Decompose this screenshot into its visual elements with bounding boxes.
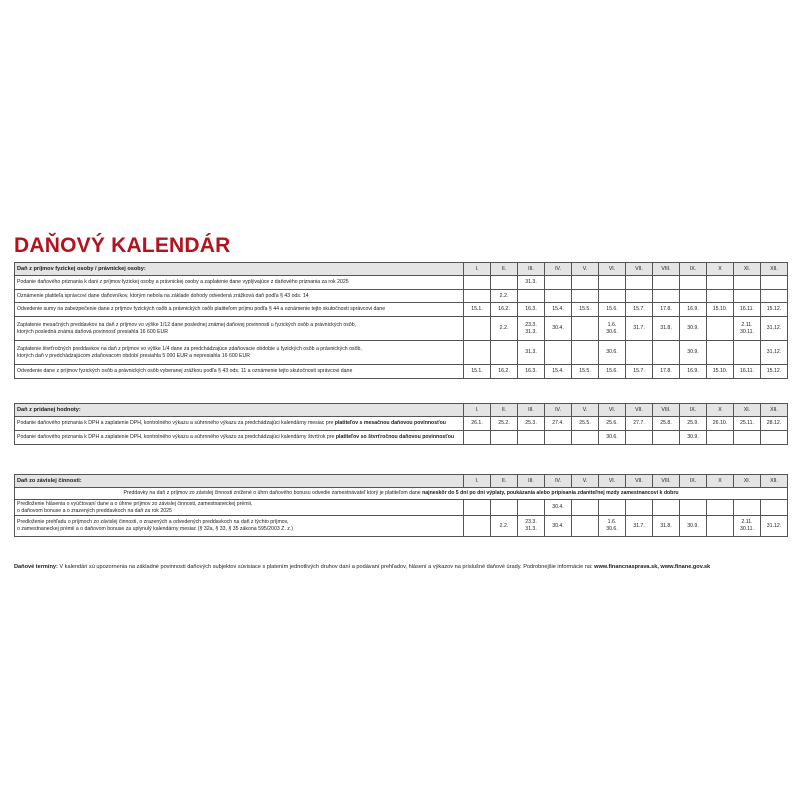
deadline-cell (599, 276, 626, 290)
deadline-cell (518, 290, 545, 303)
month-header: X (707, 263, 734, 276)
month-header: VI. (599, 404, 626, 417)
deadline-cell (491, 276, 518, 290)
deadline-cell (572, 317, 599, 341)
deadline-cell: 16.11. (734, 303, 761, 317)
deadline-cell (707, 516, 734, 537)
month-header: VI. (599, 475, 626, 488)
month-header: IV. (545, 475, 572, 488)
deadline-cell: 16.2. (491, 365, 518, 379)
month-header: I. (464, 404, 491, 417)
deadline-cell (707, 317, 734, 341)
month-header: VII. (626, 404, 653, 417)
deadline-cell (626, 341, 653, 365)
tax-table (14, 474, 788, 537)
deadline-cell (572, 341, 599, 365)
month-header: III. (518, 263, 545, 276)
deadline-cell (572, 290, 599, 303)
footer-label: Daňové termíny: (14, 564, 58, 570)
month-header: II. (491, 404, 518, 417)
deadline-cell: 17.8. (653, 365, 680, 379)
deadline-cell: 26.1. (464, 417, 491, 431)
table-row (15, 488, 788, 500)
deadline-cell (653, 276, 680, 290)
row-description: Predloženie prehľadu o príjmoch zo závislej činnosti, o zrazených a odvedených preddavkoch na daň z týchto príjmov, o zamestnaneckej prémii a o daňovom bonuse za uplynulý kalendárny mesiac (§ 32a, § 33, § 35 zákona 595/2003 Z. z.) (15, 516, 464, 537)
deadline-cell (545, 341, 572, 365)
deadline-cell: 25.11. (734, 417, 761, 431)
month-header: II. (491, 263, 518, 276)
deadline-cell: 30.6. (599, 431, 626, 445)
deadline-cell: 30.9. (680, 317, 707, 341)
deadline-cell (761, 276, 788, 290)
deadline-cell (653, 500, 680, 516)
month-header: IX. (680, 263, 707, 276)
month-header: III. (518, 404, 545, 417)
table-header-row (15, 404, 788, 417)
section-vat (14, 403, 787, 445)
row-description: Zaplatenie štvrťročných preddavkov na daň z príjmov vo výške 1/4 dane za predchádzajúce zdaňovacie obdobie u fyzických osôb a právnických osôb, ktorých daň v predchádzajúcom zdaňovacom období presiahla 5 000 EUR a nepresiahla 16 600 EUR (15, 341, 464, 365)
deadline-cell: 16.9. (680, 303, 707, 317)
deadline-cell: 15.4. (545, 365, 572, 379)
deadline-cell: 31.3. (518, 276, 545, 290)
deadline-cell (464, 500, 491, 516)
deadline-cell: 2.2. (491, 317, 518, 341)
deadline-cell: 31.3. (518, 341, 545, 365)
deadline-cell (707, 290, 734, 303)
month-header: V. (572, 404, 599, 417)
deadline-cell (707, 500, 734, 516)
deadline-cell (464, 341, 491, 365)
month-header: VIII. (653, 404, 680, 417)
deadline-cell: 26.10. (707, 417, 734, 431)
deadline-cell: 30.9. (680, 431, 707, 445)
deadline-cell: 16.3. (518, 365, 545, 379)
table-row (15, 303, 788, 317)
row-description: Odvedenie sumy na zabezpečenie dane z príjmov fyzických osôb a právnických osôb platiteľom príjmu podľa § 44 a oznámenie tejto skutočnosti správcovi dane (15, 303, 464, 317)
table-row (15, 365, 788, 379)
month-header: IX. (680, 404, 707, 417)
deadline-cell (464, 276, 491, 290)
deadline-cell (464, 516, 491, 537)
deadline-cell: 15.12. (761, 303, 788, 317)
deadline-cell (464, 431, 491, 445)
deadline-cell (626, 276, 653, 290)
table-row (15, 431, 788, 445)
month-header: X (707, 475, 734, 488)
deadline-cell: 15.5. (572, 303, 599, 317)
deadline-cell: 1.6. 30.6. (599, 317, 626, 341)
deadline-cell (734, 276, 761, 290)
month-header: XII. (761, 263, 788, 276)
deadline-cell: 1.6. 30.6. (599, 516, 626, 537)
table-row (15, 290, 788, 303)
deadline-cell: 16.11. (734, 365, 761, 379)
deadline-cell (545, 290, 572, 303)
month-header: III. (518, 475, 545, 488)
row-description-text: Podanie daňového priznania k DPH a zaplatenie DPH, kontrolného výkazu a súhrnného výkazu za predchádzajúci kalendárny mesiac pre (17, 420, 335, 427)
deadline-cell: 31.7. (626, 516, 653, 537)
section-header: Daň z príjmov fyzickej osoby / právnickej osoby: (15, 263, 464, 276)
deadline-cell (572, 431, 599, 445)
deadline-cell (572, 516, 599, 537)
deadline-cell (599, 500, 626, 516)
row-description: Podanie daňového priznania k dani z príjmov fyzickej osoby a právnickej osoby a zaplatenie dane vyplývajúce z daňového priznania za rok 2025 (15, 276, 464, 290)
deadline-cell (572, 500, 599, 516)
deadline-cell: 30.6. (599, 341, 626, 365)
deadline-cell (680, 276, 707, 290)
deadline-cell: 30.4. (545, 317, 572, 341)
table-row (15, 276, 788, 290)
note-cell (15, 488, 788, 500)
table-row (15, 341, 788, 365)
deadline-cell (626, 431, 653, 445)
deadline-cell (653, 290, 680, 303)
deadline-cell: 23.3. 31.3. (518, 317, 545, 341)
month-header: XII. (761, 404, 788, 417)
table-row (15, 516, 788, 537)
month-header: XI. (734, 263, 761, 276)
row-description-emphasis: platiteľov so štvrťročnou daňovou povinnosťou (335, 434, 455, 441)
row-description (15, 417, 464, 431)
deadline-cell (761, 290, 788, 303)
deadline-cell (464, 290, 491, 303)
month-header: XI. (734, 404, 761, 417)
deadline-cell: 16.3. (518, 303, 545, 317)
month-header: VIII. (653, 475, 680, 488)
deadline-cell: 30.9. (680, 341, 707, 365)
note-text: Preddavky na daň z príjmov zo závislej činnosti znížené o úhrn daňového bonusu odvedie zamestnávateľ ktorý je platiteľom dane (123, 490, 423, 497)
deadline-cell (734, 431, 761, 445)
deadline-cell (572, 276, 599, 290)
deadline-cell: 25.5. (572, 417, 599, 431)
deadline-cell (491, 500, 518, 516)
table-row (15, 500, 788, 516)
section-header: Daň z pridanej hodnoty: (15, 404, 464, 417)
deadline-cell: 15.4. (545, 303, 572, 317)
month-header: II. (491, 475, 518, 488)
deadline-cell (491, 431, 518, 445)
deadline-cell (545, 276, 572, 290)
month-header: IV. (545, 263, 572, 276)
deadline-cell: 31.12. (761, 341, 788, 365)
row-description: Odvedenie dane z príjmov fyzických osôb a právnických osôb vyberanej zrážkou podľa § 43 ods. 11 a oznámenie tejto skutočnosti správcovi dane (15, 365, 464, 379)
tax-table (14, 403, 788, 445)
deadline-cell: 2.11. 30.11. (734, 516, 761, 537)
deadline-cell (734, 290, 761, 303)
month-header: XI. (734, 475, 761, 488)
deadline-cell (680, 290, 707, 303)
month-header: XII. (761, 475, 788, 488)
deadline-cell (464, 317, 491, 341)
deadline-cell: 31.8. (653, 317, 680, 341)
section-income-tax (14, 262, 787, 379)
deadline-cell (680, 500, 707, 516)
deadline-cell (626, 500, 653, 516)
deadline-cell (518, 431, 545, 445)
footer-note (14, 563, 787, 571)
deadline-cell: 31.8. (653, 516, 680, 537)
deadline-cell: 31.7. (626, 317, 653, 341)
deadline-cell (734, 500, 761, 516)
deadline-cell (491, 341, 518, 365)
row-description: Predloženie hlásenia o vyúčtovaní dane a o úhrne príjmov zo závislej činnosti, zamestnaneckej prémii, o daňovom bonuse a o zrazených preddavkoch na daň za rok 2025 (15, 500, 464, 516)
deadline-cell (653, 341, 680, 365)
deadline-cell: 15.5. (572, 365, 599, 379)
section-header: Daň zo závislej činnosti: (15, 475, 464, 488)
deadline-cell: 31.12. (761, 516, 788, 537)
month-header: IV. (545, 404, 572, 417)
table-header-row (15, 263, 788, 276)
row-description-emphasis: platiteľov s mesačnou daňovou povinnosťou (334, 420, 446, 427)
deadline-cell: 15.1. (464, 303, 491, 317)
row-description-text: Podanie daňového priznania k DPH a zaplatenie DPH, kontrolného výkazu a súhrnného výkazu za predchádzajúci kalendárny štvrťrok pre (17, 434, 336, 441)
deadline-cell: 30.9. (680, 516, 707, 537)
month-header: V. (572, 475, 599, 488)
deadline-cell: 27.7. (626, 417, 653, 431)
deadline-cell: 15.6. (599, 365, 626, 379)
deadline-cell: 15.10. (707, 365, 734, 379)
month-header: IX. (680, 475, 707, 488)
deadline-cell: 25.6. (599, 417, 626, 431)
table-header-row (15, 475, 788, 488)
month-header: VIII. (653, 263, 680, 276)
footer-text: V kalendári sú upozornenia na základné povinnosti daňových subjektov súvisiace s platením jednotlivých druhov daní a podávaní prehľadov, hlásení a výkazov na príslušné daňové úrady. Podrobnejšie informácie na: (57, 564, 595, 570)
month-header: X (707, 404, 734, 417)
deadline-cell (707, 431, 734, 445)
deadline-cell (653, 431, 680, 445)
deadline-cell (599, 290, 626, 303)
deadline-cell: 15.7. (626, 303, 653, 317)
deadline-cell (761, 500, 788, 516)
deadline-cell: 17.8. (653, 303, 680, 317)
deadline-cell: 25.8. (653, 417, 680, 431)
month-header: I. (464, 263, 491, 276)
deadline-cell: 15.10. (707, 303, 734, 317)
month-header: VII. (626, 475, 653, 488)
deadline-cell (707, 341, 734, 365)
row-description: Zaplatenie mesačných preddavkov na daň z príjmov vo výške 1/12 dane poslednej známej daňovej povinnosti u fyzických osôb a právnických osôb, ktorých posledná známa daňová povinnosť presiahla 16 600 EUR (15, 317, 464, 341)
row-description: Oznámenie platiteľa správcovi dane daňovníkov, ktorým nebola na základe dohody odvedená zrážková daň podľa § 43 ods. 14 (15, 290, 464, 303)
deadline-cell (761, 431, 788, 445)
deadline-cell: 25.3. (518, 417, 545, 431)
month-header: VII. (626, 263, 653, 276)
deadline-cell: 27.4. (545, 417, 572, 431)
deadline-cell (518, 500, 545, 516)
page-title: DAŇOVÝ KALENDÁR (14, 234, 231, 257)
row-description (15, 431, 464, 445)
month-header: I. (464, 475, 491, 488)
deadline-cell: 15.7. (626, 365, 653, 379)
deadline-cell: 15.12. (761, 365, 788, 379)
deadline-cell: 2.2. (491, 516, 518, 537)
deadline-cell: 15.1. (464, 365, 491, 379)
deadline-cell: 2.2. (491, 290, 518, 303)
deadline-cell (734, 341, 761, 365)
deadline-cell: 23.3. 31.3. (518, 516, 545, 537)
month-header: VI. (599, 263, 626, 276)
deadline-cell: 16.2. (491, 303, 518, 317)
deadline-cell: 30.4. (545, 500, 572, 516)
deadline-cell: 31.12. (761, 317, 788, 341)
deadline-cell: 16.9. (680, 365, 707, 379)
deadline-cell: 15.6. (599, 303, 626, 317)
deadline-cell (545, 431, 572, 445)
table-row (15, 317, 788, 341)
deadline-cell (707, 276, 734, 290)
deadline-cell: 25.2. (491, 417, 518, 431)
deadline-cell: 25.9. (680, 417, 707, 431)
deadline-cell: 2.11. 30.11. (734, 317, 761, 341)
tax-table (14, 262, 788, 379)
deadline-cell: 28.12. (761, 417, 788, 431)
month-header: V. (572, 263, 599, 276)
footer-links: www.financnasprava.sk, www.finane.gov.sk (594, 564, 711, 570)
section-dependent-activity (14, 474, 787, 537)
note-emphasis: najneskôr do 5 dní po dni výplaty, poukázania alebo pripísania zdaniteľnej mzdy zamestnancovi k dobru (422, 490, 679, 497)
deadline-cell (626, 290, 653, 303)
table-row (15, 417, 788, 431)
deadline-cell: 30.4. (545, 516, 572, 537)
